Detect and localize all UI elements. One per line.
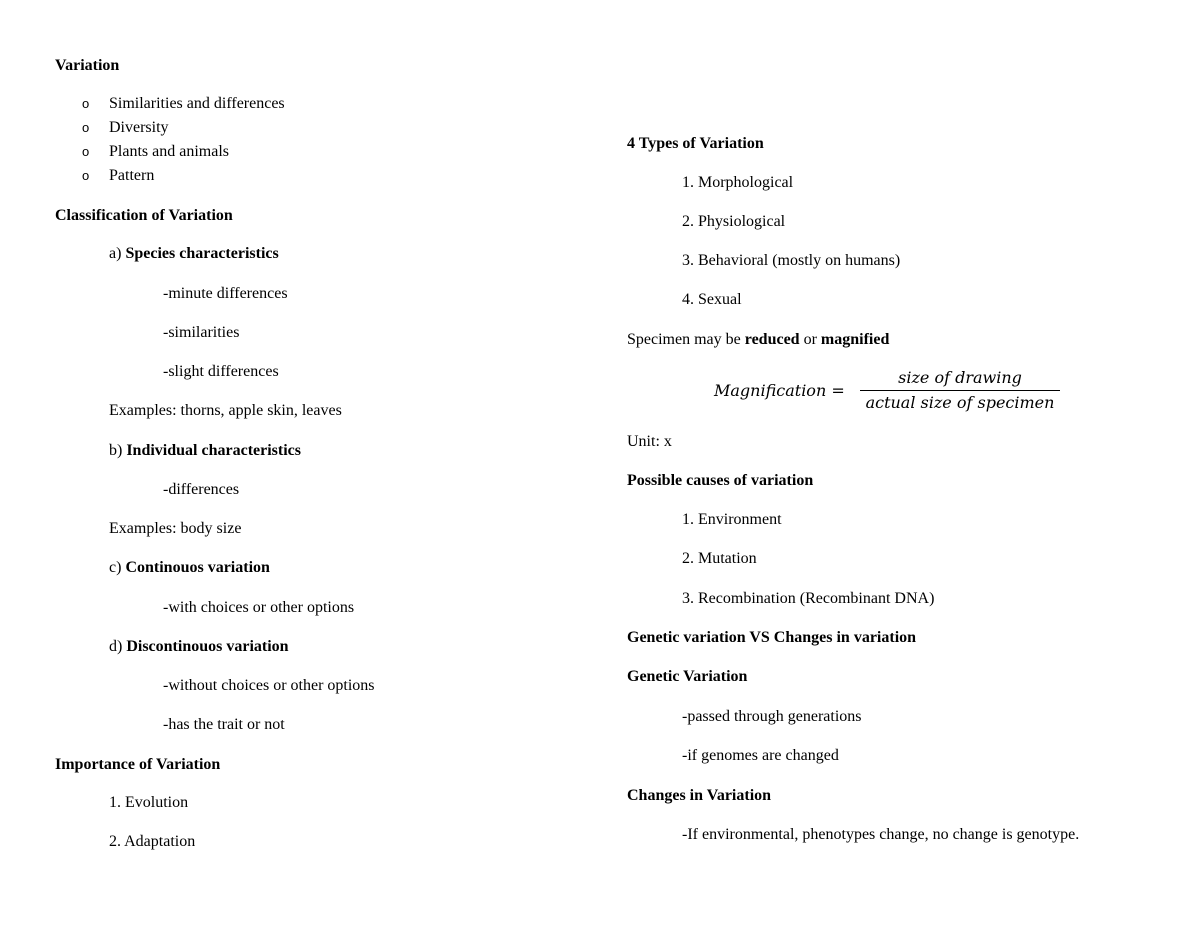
heading-causes: Possible causes of variation (627, 472, 814, 489)
list-item: -minute differences (163, 285, 288, 302)
title-variation: Variation (55, 57, 120, 74)
unit-text: Unit: x (627, 433, 672, 450)
heading-genetic: Genetic Variation (627, 668, 748, 685)
list-item: 2. Mutation (682, 550, 757, 567)
subsection-prefix: b) (109, 442, 127, 459)
bullet-circle-icon: o (82, 168, 90, 183)
bullet-item: Plants and animals (109, 143, 229, 160)
list-item: 4. Sexual (682, 291, 742, 308)
list-item: -has the trait or not (163, 716, 285, 733)
subsection-c (109, 558, 270, 578)
heading-types: 4 Types of Variation (627, 135, 764, 152)
list-item: -without choices or other options (163, 677, 375, 694)
formula-fraction (860, 368, 1060, 413)
specimen-bold-reduced: reduced (744, 331, 800, 348)
bullet-item: Pattern (109, 167, 155, 184)
subsection-a (109, 244, 279, 264)
formula-denominator: actual size of specimen (860, 390, 1060, 413)
list-item: -with choices or other options (163, 599, 355, 616)
list-item: -If environmental, phenotypes change, no change is genotype. (682, 826, 1080, 843)
subsection-label: Species characteristics (125, 245, 279, 262)
list-item: -passed through generations (682, 708, 862, 725)
specimen-text (627, 330, 889, 350)
list-item: 2. Physiological (682, 213, 786, 230)
subsection-b (109, 441, 301, 461)
list-item: 1. Evolution (109, 794, 189, 811)
subsection-prefix: d) (109, 638, 127, 655)
heading-changes: Changes in Variation (627, 787, 772, 804)
list-item: 1. Environment (682, 511, 782, 528)
formula-lhs: Magnification = (714, 381, 845, 400)
examples-text: Examples: body size (109, 520, 242, 537)
list-item: 2. Adaptation (109, 833, 196, 850)
heading-importance: Importance of Variation (55, 756, 221, 773)
bullet-item: Diversity (109, 119, 169, 136)
subsection-label: Individual characteristics (126, 442, 301, 459)
subsection-label: Discontinouos variation (126, 638, 289, 655)
bullet-circle-icon: o (82, 96, 90, 111)
heading-classification: Classification of Variation (55, 207, 233, 224)
bullet-circle-icon: o (82, 144, 90, 159)
subsection-prefix: a) (109, 245, 126, 262)
list-item: 3. Recombination (Recombinant DNA) (682, 590, 935, 607)
list-item: -slight differences (163, 363, 279, 380)
heading-vs: Genetic variation VS Changes in variation (627, 629, 917, 646)
examples-text: Examples: thorns, apple skin, leaves (109, 402, 342, 419)
specimen-mid: or (799, 331, 821, 348)
list-item: -similarities (163, 324, 240, 341)
subsection-label: Continouos variation (125, 559, 270, 576)
bullet-item: Similarities and differences (109, 95, 285, 112)
bullet-circle-icon: o (82, 120, 90, 135)
list-item: -differences (163, 481, 240, 498)
specimen-bold-magnified: magnified (820, 331, 890, 348)
subsection-prefix: c) (109, 559, 126, 576)
list-item: 3. Behavioral (mostly on humans) (682, 252, 901, 269)
subsection-d (109, 637, 289, 657)
specimen-pre: Specimen may be (627, 331, 745, 348)
list-item: -if genomes are changed (682, 747, 839, 764)
formula-numerator: size of drawing (898, 368, 1022, 387)
list-item: 1. Morphological (682, 174, 794, 191)
